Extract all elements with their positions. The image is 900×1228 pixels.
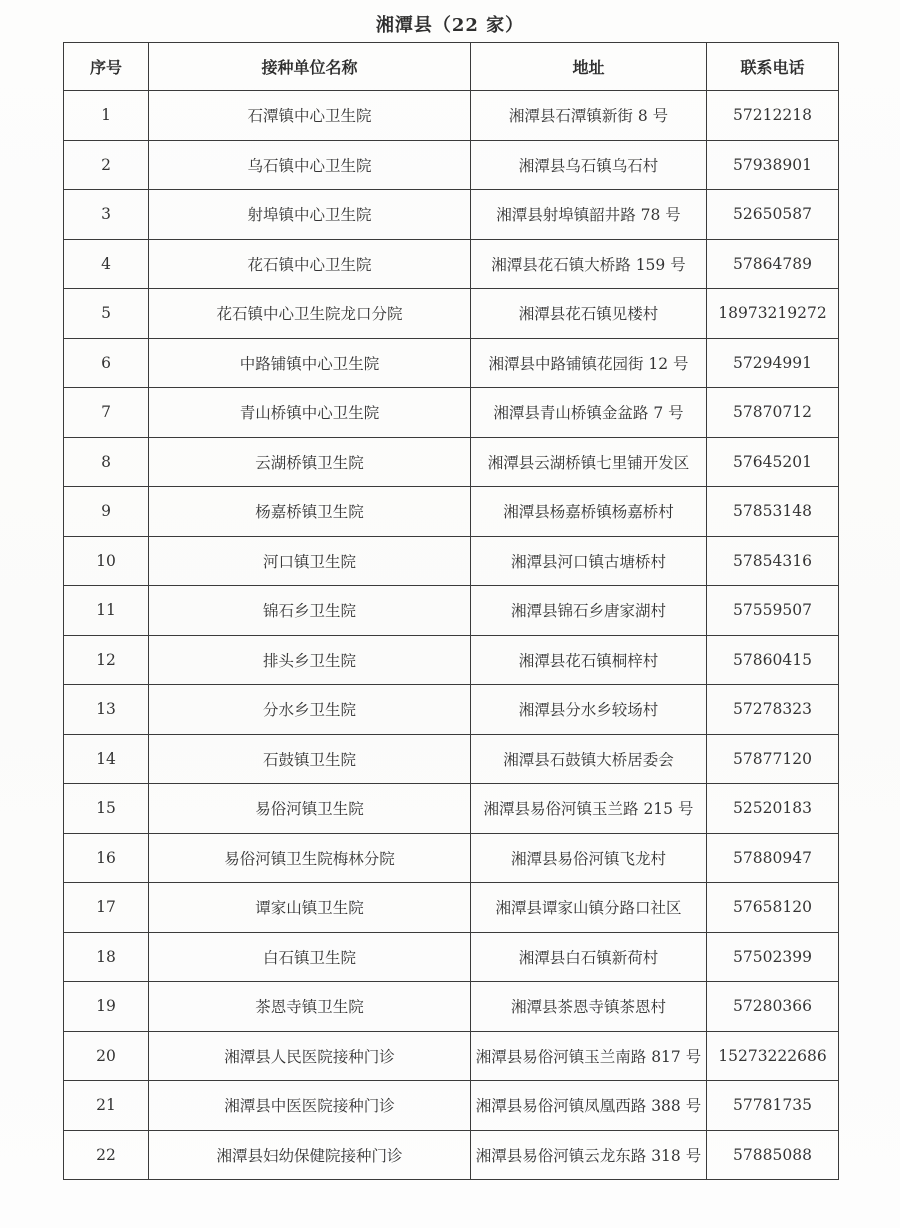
cell-index: 12: [64, 635, 149, 685]
cell-address: 湘潭县花石镇见楼村: [471, 289, 707, 339]
col-header-phone: 联系电话: [707, 43, 839, 91]
cell-address: 湘潭县锦石乡唐家湖村: [471, 586, 707, 636]
cell-unit: 湘潭县妇幼保健院接种门诊: [149, 1130, 471, 1180]
cell-phone: 57938901: [707, 140, 839, 190]
col-header-unit: 接种单位名称: [149, 43, 471, 91]
table-row: [64, 91, 839, 141]
cell-index: 13: [64, 685, 149, 735]
cell-phone: 57212218: [707, 91, 839, 141]
cell-index: 1: [64, 91, 149, 141]
cell-index: 11: [64, 586, 149, 636]
cell-address: 湘潭县杨嘉桥镇杨嘉桥村: [471, 487, 707, 537]
table-row: [64, 388, 839, 438]
cell-unit: 白石镇卫生院: [149, 932, 471, 982]
table-row: [64, 586, 839, 636]
cell-unit: 河口镇卫生院: [149, 536, 471, 586]
cell-unit: 易俗河镇卫生院: [149, 784, 471, 834]
cell-phone: 52650587: [707, 190, 839, 240]
cell-unit: 湘潭县人民医院接种门诊: [149, 1031, 471, 1081]
table-row: [64, 338, 839, 388]
page-title: 湘潭县（22 家）: [375, 15, 525, 36]
cell-unit: 乌石镇中心卫生院: [149, 140, 471, 190]
cell-unit: 青山桥镇中心卫生院: [149, 388, 471, 438]
table-row: [64, 289, 839, 339]
cell-index: 22: [64, 1130, 149, 1180]
cell-phone: 57877120: [707, 734, 839, 784]
cell-address: 湘潭县分水乡较场村: [471, 685, 707, 735]
cell-unit: 中路铺镇中心卫生院: [149, 338, 471, 388]
cell-unit: 锦石乡卫生院: [149, 586, 471, 636]
table-row: [64, 982, 839, 1032]
cell-unit: 杨嘉桥镇卫生院: [149, 487, 471, 537]
table-header: [64, 43, 839, 91]
cell-phone: 57645201: [707, 437, 839, 487]
cell-address: 湘潭县青山桥镇金盆路 7 号: [471, 388, 707, 438]
cell-phone: 57781735: [707, 1081, 839, 1131]
table-row: [64, 140, 839, 190]
cell-phone: 57854316: [707, 536, 839, 586]
cell-index: 8: [64, 437, 149, 487]
vaccination-sites-table: [63, 42, 839, 1180]
cell-phone: 57853148: [707, 487, 839, 537]
table-row: [64, 487, 839, 537]
cell-address: 湘潭县乌石镇乌石村: [471, 140, 707, 190]
cell-address: 湘潭县花石镇桐梓村: [471, 635, 707, 685]
cell-index: 19: [64, 982, 149, 1032]
cell-phone: 52520183: [707, 784, 839, 834]
cell-unit: 花石镇中心卫生院: [149, 239, 471, 289]
cell-phone: 57870712: [707, 388, 839, 438]
cell-address: 湘潭县茶恩寺镇茶恩村: [471, 982, 707, 1032]
cell-address: 湘潭县云湖桥镇七里铺开发区: [471, 437, 707, 487]
cell-unit: 分水乡卫生院: [149, 685, 471, 735]
cell-address: 湘潭县中路铺镇花园街 12 号: [471, 338, 707, 388]
cell-address: 湘潭县花石镇大桥路 159 号: [471, 239, 707, 289]
cell-address: 湘潭县射埠镇韶井路 78 号: [471, 190, 707, 240]
cell-address: 湘潭县易俗河镇凤凰西路 388 号: [471, 1081, 707, 1131]
cell-index: 5: [64, 289, 149, 339]
table-row: [64, 932, 839, 982]
cell-unit: 湘潭县中医医院接种门诊: [149, 1081, 471, 1131]
cell-phone: 57502399: [707, 932, 839, 982]
cell-phone: 57278323: [707, 685, 839, 735]
cell-index: 16: [64, 833, 149, 883]
cell-unit: 石鼓镇卫生院: [149, 734, 471, 784]
table-row: [64, 883, 839, 933]
cell-index: 2: [64, 140, 149, 190]
cell-address: 湘潭县石鼓镇大桥居委会: [471, 734, 707, 784]
cell-index: 7: [64, 388, 149, 438]
cell-index: 17: [64, 883, 149, 933]
cell-phone: 57658120: [707, 883, 839, 933]
cell-address: 湘潭县易俗河镇玉兰南路 817 号: [471, 1031, 707, 1081]
header-row: [64, 43, 839, 91]
cell-unit: 石潭镇中心卫生院: [149, 91, 471, 141]
table-row: [64, 1081, 839, 1131]
cell-index: 20: [64, 1031, 149, 1081]
cell-phone: 57294991: [707, 338, 839, 388]
table-row: [64, 437, 839, 487]
cell-index: 4: [64, 239, 149, 289]
cell-phone: 57280366: [707, 982, 839, 1032]
cell-phone: 18973219272: [707, 289, 839, 339]
cell-phone: 57885088: [707, 1130, 839, 1180]
cell-phone: 57880947: [707, 833, 839, 883]
table-row: [64, 1130, 839, 1180]
cell-phone: 57860415: [707, 635, 839, 685]
col-header-address: 地址: [471, 43, 707, 91]
table-row: [64, 833, 839, 883]
cell-address: 湘潭县易俗河镇云龙东路 318 号: [471, 1130, 707, 1180]
table-row: [64, 190, 839, 240]
cell-address: 湘潭县白石镇新荷村: [471, 932, 707, 982]
col-header-index: 序号: [64, 43, 149, 91]
table-row: [64, 734, 839, 784]
cell-phone: 15273222686: [707, 1031, 839, 1081]
table-row: [64, 536, 839, 586]
cell-unit: 排头乡卫生院: [149, 635, 471, 685]
cell-address: 湘潭县谭家山镇分路口社区: [471, 883, 707, 933]
cell-unit: 谭家山镇卫生院: [149, 883, 471, 933]
cell-phone: 57559507: [707, 586, 839, 636]
table-row: [64, 635, 839, 685]
table-row: [64, 784, 839, 834]
table-row: [64, 1031, 839, 1081]
cell-index: 3: [64, 190, 149, 240]
cell-phone: 57864789: [707, 239, 839, 289]
cell-unit: 茶恩寺镇卫生院: [149, 982, 471, 1032]
cell-index: 21: [64, 1081, 149, 1131]
cell-address: 湘潭县石潭镇新街 8 号: [471, 91, 707, 141]
table-body: [64, 91, 839, 1180]
table-row: [64, 685, 839, 735]
cell-unit: 花石镇中心卫生院龙口分院: [149, 289, 471, 339]
cell-index: 18: [64, 932, 149, 982]
cell-index: 9: [64, 487, 149, 537]
cell-unit: 射埠镇中心卫生院: [149, 190, 471, 240]
cell-index: 6: [64, 338, 149, 388]
table-row: [64, 239, 839, 289]
cell-address: 湘潭县易俗河镇玉兰路 215 号: [471, 784, 707, 834]
cell-address: 湘潭县河口镇古塘桥村: [471, 536, 707, 586]
cell-unit: 云湖桥镇卫生院: [149, 437, 471, 487]
cell-index: 14: [64, 734, 149, 784]
cell-index: 10: [64, 536, 149, 586]
cell-unit: 易俗河镇卫生院梅林分院: [149, 833, 471, 883]
cell-index: 15: [64, 784, 149, 834]
cell-address: 湘潭县易俗河镇飞龙村: [471, 833, 707, 883]
